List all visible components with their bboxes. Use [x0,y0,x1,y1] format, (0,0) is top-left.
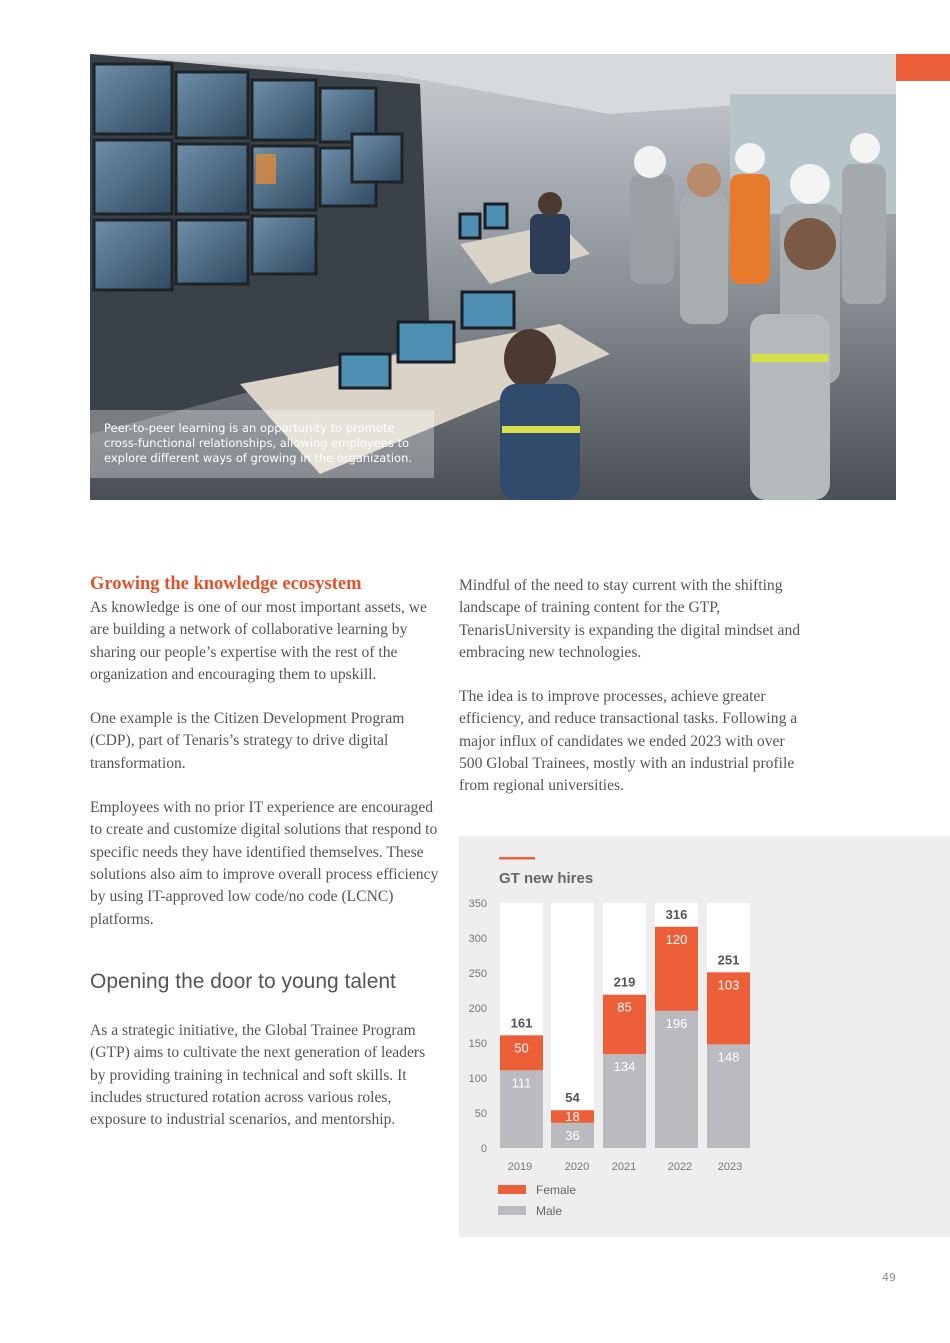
x-tick-label-2022: 2022 [667,1161,693,1173]
label-male-2020: 36 [565,1127,580,1143]
y-tick-label-50: 50 [474,1108,487,1120]
chart-title-accent [499,857,535,860]
x-tick-label-2023: 2023 [717,1161,743,1173]
page-number: 49 [882,1271,896,1284]
y-tick-label-0: 0 [480,1143,487,1155]
y-tick-label-150: 150 [468,1038,487,1050]
chart-panel [459,836,950,1237]
photo-caption: Peer-to-peer learning is an opportunity to promote cross-functional relationships, allowing employees to explore different ways of growing in the organization. [104,421,413,465]
paragraph-gtp-2: The idea is to improve processes, achieve greater efficiency, and reduce transactional tasks. Following a major influx of candidates we ended 2023 with over 500 Global Trainees, mostly with an industrial profile from regional universities. [459,688,798,795]
paragraph-knowledge-2: One example is the Citizen Development Program (CDP), part of Tenaris’s strategy to drive digital transformation. [90,710,405,772]
label-male-2023: 148 [717,1049,740,1065]
gt-new-hires-chart [459,836,950,1237]
label-total-2021: 219 [613,974,636,990]
legend-swatch-male [498,1206,526,1215]
orange-corner-tab [896,54,950,81]
label-total-2022: 316 [665,906,688,922]
y-tick-label-350: 350 [468,898,487,910]
label-male-2022: 196 [665,1015,688,1031]
y-tick-label-100: 100 [468,1073,487,1085]
label-total-2019: 161 [510,1015,533,1031]
paragraph-gtp-1: Mindful of the need to stay current with the shifting landscape of training content for the GTP, TenarisUniversity is expanding the digital mindset and embracing new technologies. [459,577,801,661]
paragraph-knowledge-3: Employees with no prior IT experience are encouraged to create and customize digital solutions that respond to specific needs they have identified themselves. These solutions also aim to improve overall process efficiency by using IT-approved low code/no code (LCNC) platforms. [90,799,439,928]
label-male-2021: 134 [613,1059,636,1075]
label-total-2020: 54 [565,1090,580,1106]
legend-label-male: Male [536,1204,563,1218]
label-female-2023: 103 [717,977,740,993]
paragraph-talent-1: As a strategic initiative, the Global Trainee Program (GTP) aims to cultivate the next generation of leaders by providing training in technical and soft skills. It includes structured rotation across various roles, exposure to industrial scenarios, and mentorship. [90,1022,426,1129]
label-female-2020: 18 [565,1108,580,1124]
label-female-2022: 120 [665,931,688,947]
left-column [90,573,440,931]
x-tick-label-2019: 2019 [507,1161,533,1173]
y-tick-label-250: 250 [468,968,487,980]
label-female-2019: 50 [514,1040,529,1056]
section-heading-talent: Opening the door to young talent [90,970,396,993]
label-total-2023: 251 [717,952,740,968]
photo-caption-box [90,410,434,478]
x-tick-label-2020: 2020 [564,1161,590,1173]
chart-title: GT new hires [499,870,594,887]
paragraph-knowledge-1: As knowledge is one of our most important assets, we are building a network of collaborative learning by sharing our people’s expertise with the rest of the organization and encouraging them to upskill. [90,599,427,683]
label-male-2019: 111 [511,1075,532,1091]
control-room-photo [90,54,896,500]
right-column [459,575,809,798]
legend-label-female: Female [536,1183,577,1197]
section-heading-knowledge: Growing the knowledge ecosystem [90,574,362,594]
y-tick-label-200: 200 [468,1003,487,1015]
x-tick-label-2021: 2021 [611,1161,637,1173]
bar-male-2022 [655,1011,698,1148]
legend-swatch-female [498,1185,526,1194]
talent-text [90,1020,440,1131]
label-female-2021: 85 [617,999,632,1015]
y-tick-label-300: 300 [468,933,487,945]
